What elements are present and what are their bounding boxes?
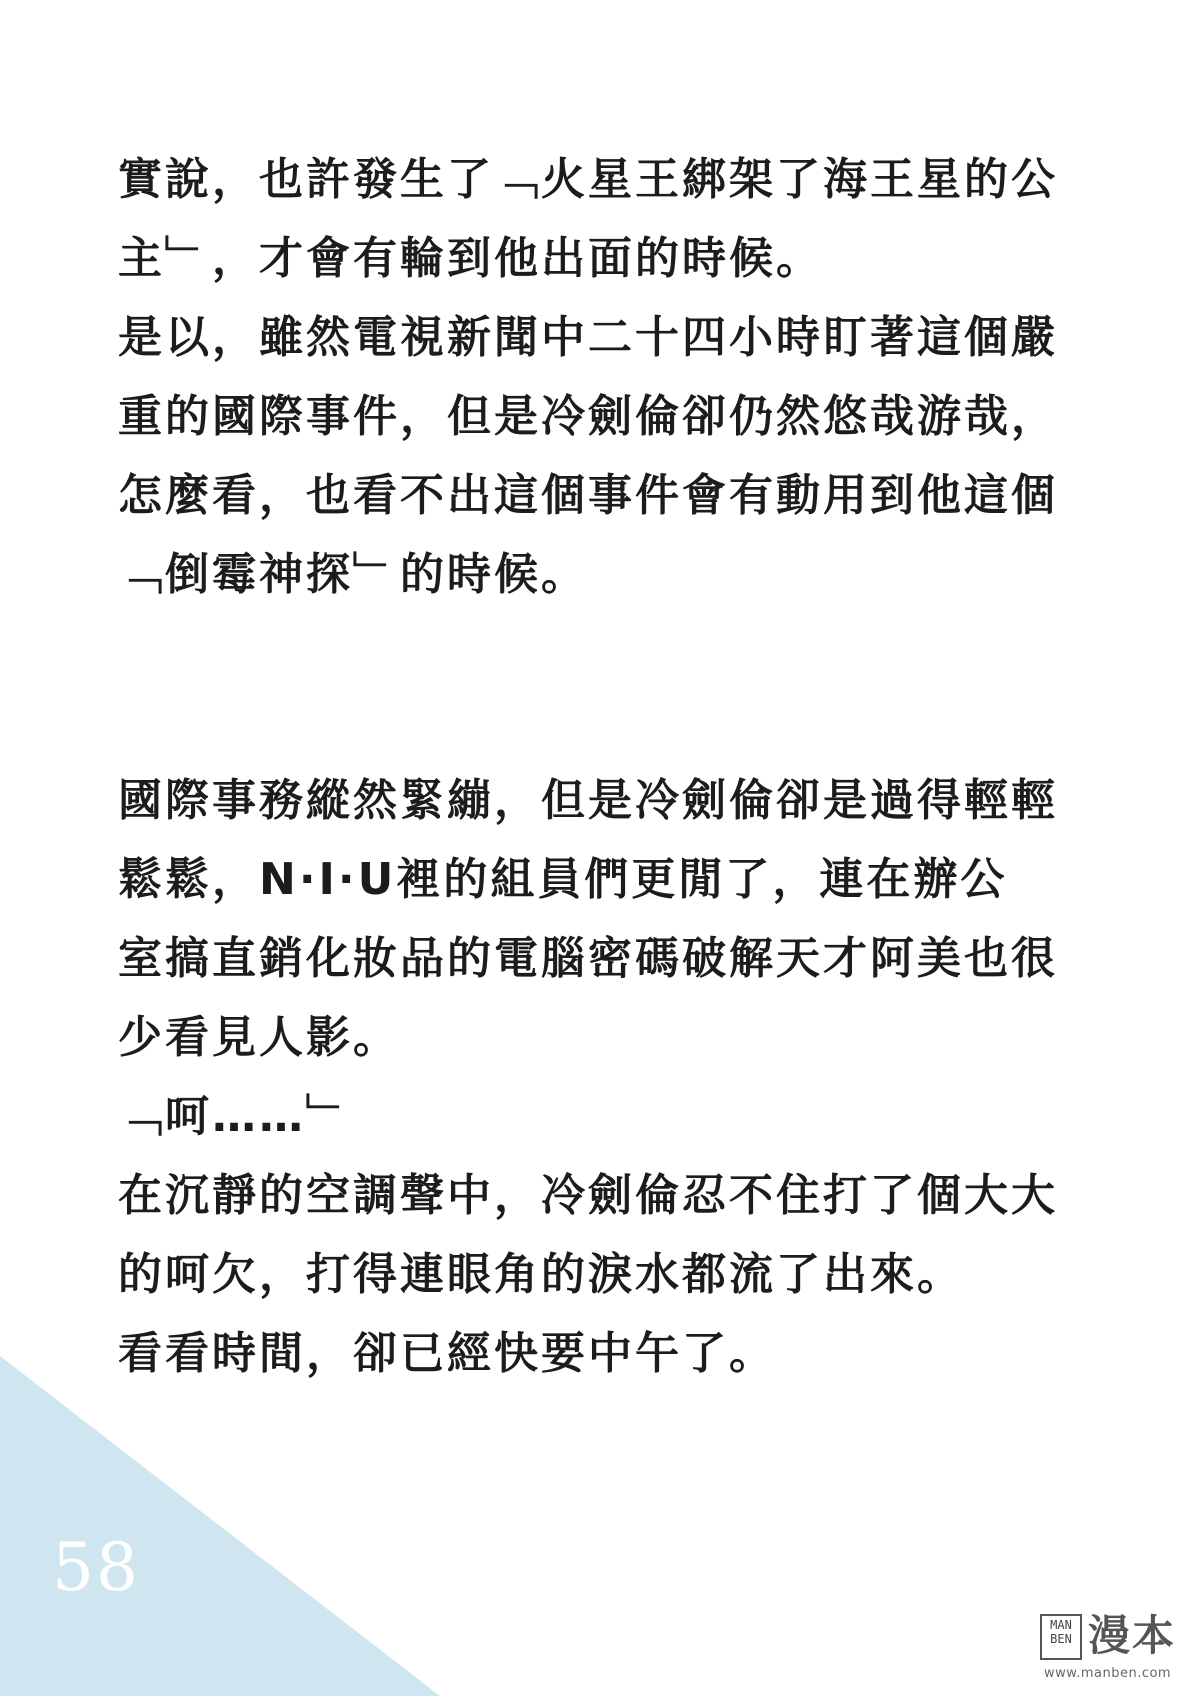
text-line: ﹁倒霉神探﹂的時候。 (118, 549, 588, 600)
text-line: 主﹂，才會有輪到他出面的時候。 (118, 233, 823, 284)
text-line: 重的國際事件，但是冷劍倫卻仍然悠哉游哉， (118, 391, 1058, 442)
body-text (118, 154, 1093, 1407)
text-line: 是以，雖然電視新聞中二十四小時盯著這個嚴 (118, 312, 1058, 363)
text-line: 的呵欠，打得連眼角的淚水都流了出來。 (118, 1249, 964, 1300)
page-number: 58 (52, 1529, 140, 1606)
text-line: 少看見人影。 (118, 1012, 400, 1063)
watermark-logo: MAN BEN (1040, 1614, 1082, 1660)
corner-decoration (0, 1356, 440, 1696)
watermark (1040, 1610, 1190, 1690)
text-line: 實說，也許發生了﹁火星王綁架了海王星的公 (118, 154, 1058, 205)
text-line: ﹁呵……﹂ (118, 1091, 353, 1142)
text-line: 國際事務縱然緊繃，但是冷劍倫卻是過得輕輕 (118, 775, 1058, 826)
watermark-brand: 漫本 (1088, 1611, 1177, 1660)
text-line: 室搞直銷化妝品的電腦密碼破解天才阿美也很 (118, 933, 1058, 984)
paragraph-gap (118, 628, 1093, 748)
text-line: 怎麼看，也看不出這個事件會有動用到他這個 (118, 470, 1058, 521)
watermark-url: www.manben.com (1044, 1666, 1172, 1681)
text-line: 看看時間，卻已經快要中午了。 (118, 1328, 776, 1379)
text-line: 在沉靜的空調聲中，冷劍倫忍不住打了個大大 (118, 1170, 1058, 1221)
text-line: 鬆鬆，N·I·U裡的組員們更閒了，連在辦公 (118, 854, 1008, 905)
